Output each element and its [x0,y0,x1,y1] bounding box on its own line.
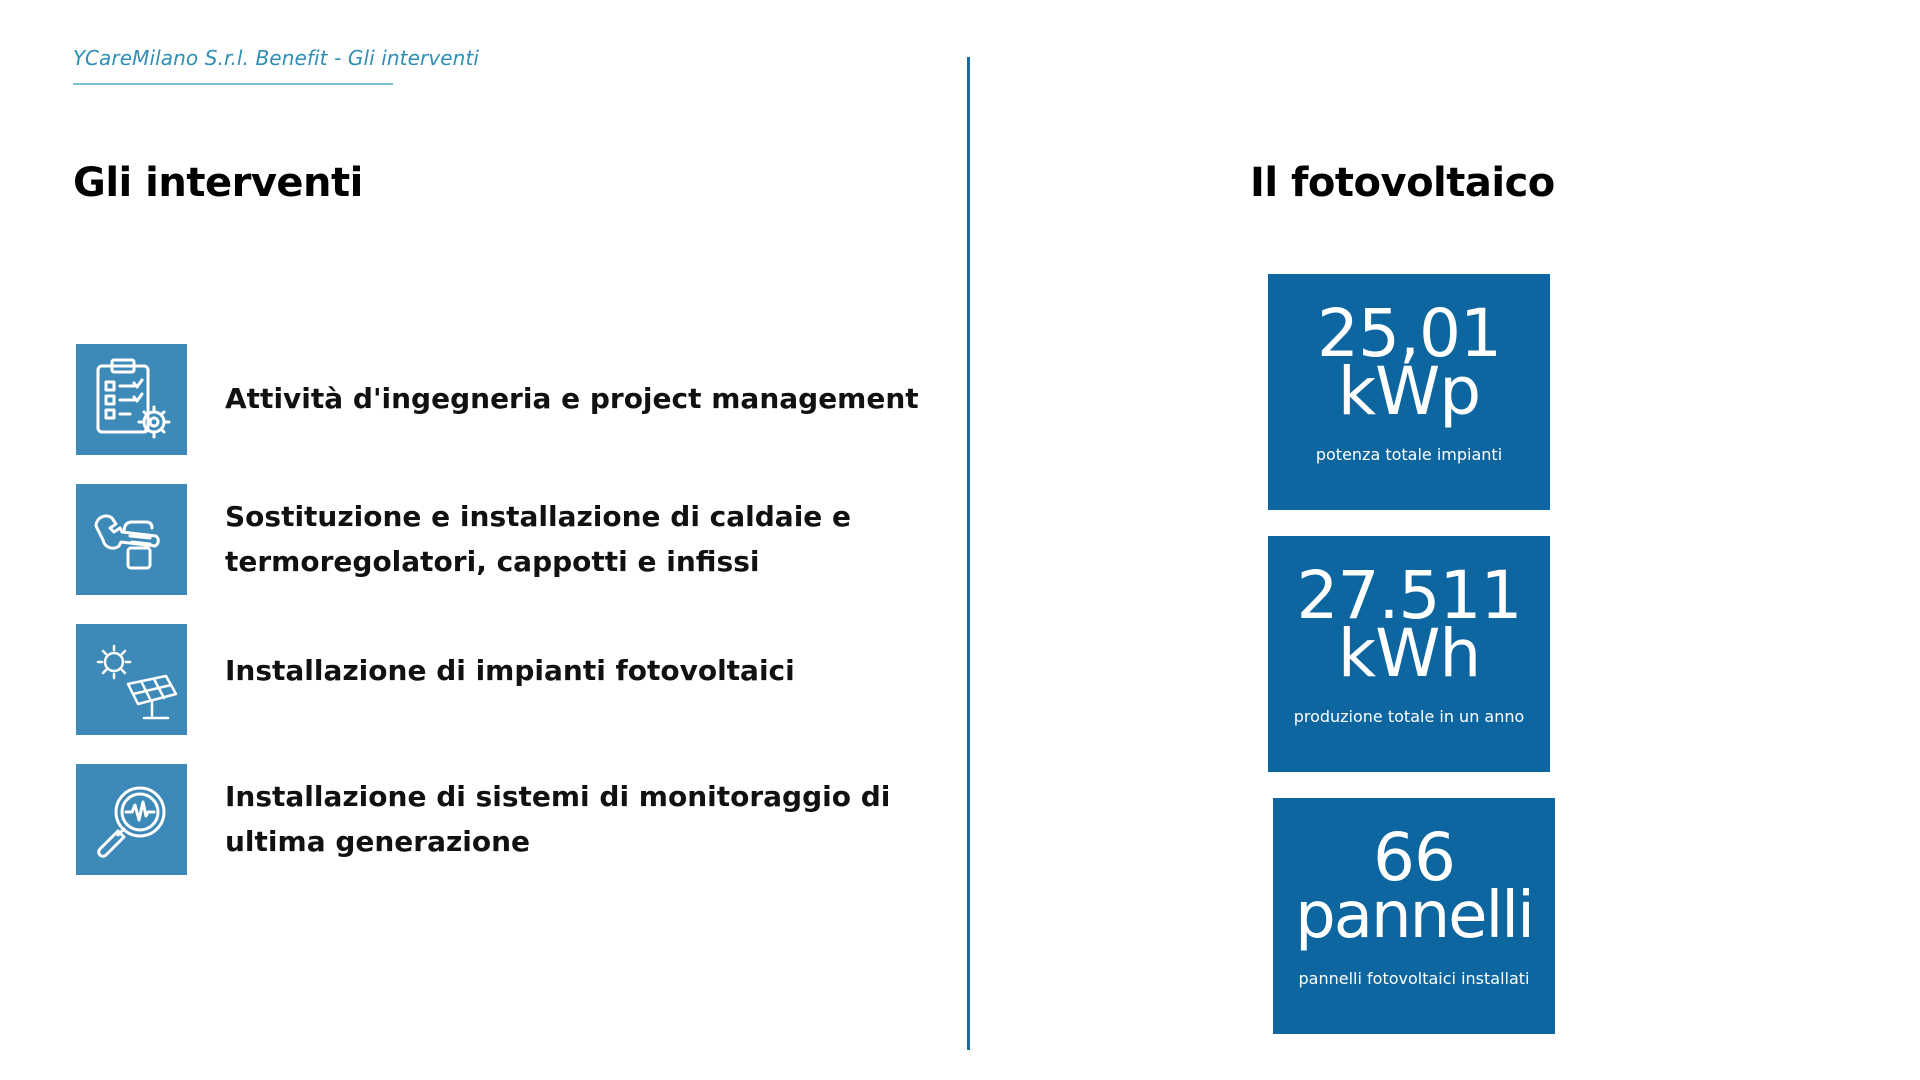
column-divider [967,57,970,1050]
wrench-hand-icon [76,484,187,595]
stat-unit: kWp [1337,353,1481,430]
intervention-label: Installazione di impianti fotovoltaici [225,654,795,687]
clipboard-gear-icon [76,344,187,455]
stat-number: 66 [1373,819,1455,896]
left-title: Gli interventi [73,160,363,206]
stat-number: 27.511 [1296,557,1522,634]
stat-unit: kWh [1337,615,1481,692]
stat-card-panels [1273,798,1555,1034]
header-text: YCareMilano S.r.l. Benefit - Gli interventi [73,46,480,70]
stat-label: potenza totale impianti [1315,445,1503,464]
intervention-label: Sostituzione e installazione di caldaie e termoregolatori, cappotti e infissi [225,500,852,578]
stat-card-power [1268,274,1550,510]
stat-card-production [1268,536,1550,772]
stat-unit: pannelli [1295,879,1533,953]
stat-number: 25,01 [1317,295,1501,372]
intervention-label: Attività d'ingegneria e project management [225,382,919,415]
header-underline [73,83,393,85]
stat-label: produzione totale in un anno [1293,707,1525,726]
stat-label: pannelli fotovoltaici installati [1298,969,1530,988]
intervention-label: Installazione di sistemi di monitoraggio di ultima generazione [225,780,891,858]
solar-panel-icon [76,624,187,735]
right-title: Il fotovoltaico [1250,160,1555,206]
magnifier-pulse-icon [76,764,187,875]
